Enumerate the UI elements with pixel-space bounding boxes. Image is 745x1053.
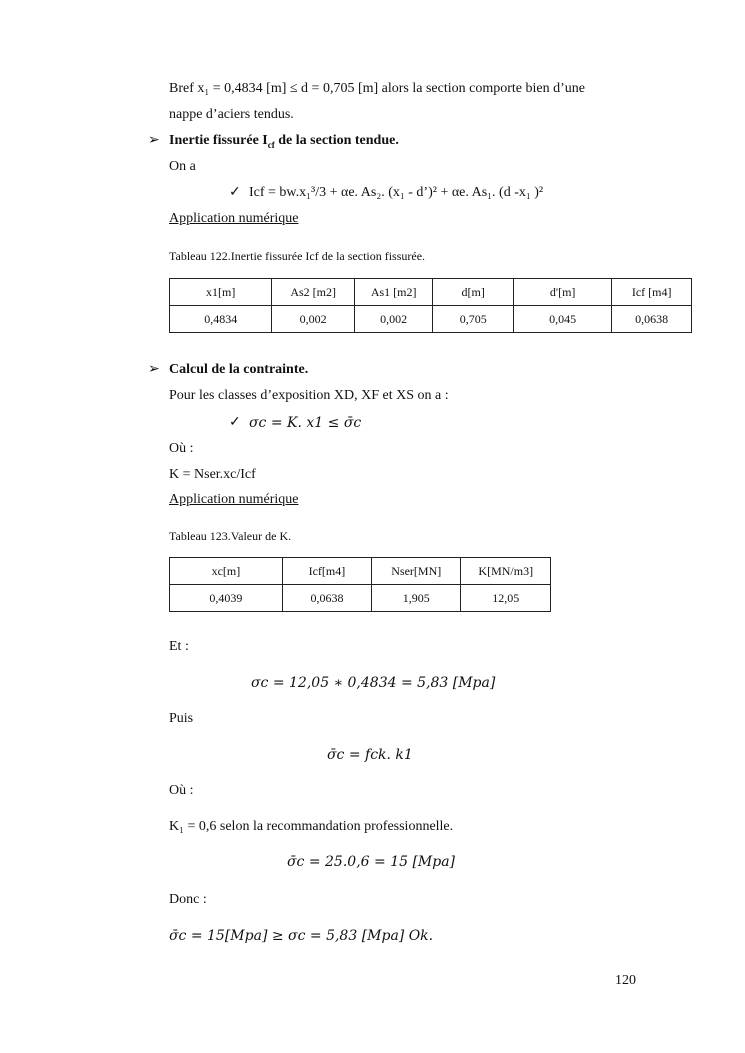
k-definition: K = Nser.xc/Icf: [169, 467, 256, 482]
table-header-cell: d'[m]: [513, 279, 611, 306]
table-row: [170, 585, 551, 612]
app-num-1: Application numérique: [169, 211, 299, 226]
table-header-cell: Icf [m4]: [612, 279, 692, 306]
k1-line: K₁ = 0,6 selon la recommandation professionnelle.: [169, 819, 454, 834]
table-header-row: [170, 279, 692, 306]
table-cell: 1,905: [372, 585, 461, 612]
bref-line-1: Bref x₁ = 0,4834 [m] ≤ d = 0,705 [m] alors la section comporte bien d’une: [169, 81, 585, 96]
et-text: Et :: [169, 639, 189, 654]
classes-line: Pour les classes d’exposition XD, XF et XS on a :: [169, 388, 449, 403]
app-num-2: Application numérique: [169, 492, 299, 507]
table-header-cell: K[MN/m3]: [461, 558, 551, 585]
formula-sigma-value: σc = 12,05 ∗ 0,4834 = 5,83 [Mpa]: [251, 675, 496, 691]
page-number: 120: [615, 973, 636, 988]
table-cell: 12,05: [461, 585, 551, 612]
bref-line-2: nappe d’aciers tendus.: [169, 107, 294, 122]
table-cell: 0,4834: [170, 306, 272, 333]
table-header-cell: As2 [m2]: [272, 279, 355, 306]
table-header-cell: Nser[MN]: [372, 558, 461, 585]
table-header-cell: Icf[m4]: [282, 558, 371, 585]
formula-conclusion: σ̄c = 15[Mpa] ≥ σc = 5,83 [Mpa] Ok.: [169, 928, 434, 944]
heading-contrainte: Calcul de la contrainte.: [169, 362, 309, 377]
arrow-bullet-icon: ➢: [148, 362, 160, 377]
formula-sigma-bar: σ̄c = fck. k1: [327, 747, 413, 763]
table-cell: 0,4039: [170, 585, 283, 612]
table-cell: 0,0638: [282, 585, 371, 612]
table-header-row: [170, 558, 551, 585]
puis-text: Puis: [169, 711, 194, 726]
table-cell: 0,0638: [612, 306, 692, 333]
table-header-cell: d[m]: [433, 279, 514, 306]
donc-text: Donc :: [169, 892, 207, 907]
table-123: [169, 557, 551, 612]
table-cell: 0,002: [354, 306, 433, 333]
formula-icf: Icf = bw.x₁³/3 + αe. As₂. (x₁ - d’)² + αe. As₁. (d -x₁ )²: [249, 185, 544, 200]
table-header-cell: xc[m]: [170, 558, 283, 585]
table-cell: 0,045: [513, 306, 611, 333]
on-a-text: On a: [169, 159, 196, 174]
ou-text-2: Où :: [169, 783, 194, 798]
table-row: [170, 306, 692, 333]
table-cell: 0,705: [433, 306, 514, 333]
table-123-caption: Tableau 123.Valeur de K.: [169, 529, 292, 543]
heading-inertie: Inertie fissurée $I_{cf}$ de la section tendue.: [169, 133, 399, 150]
table-header-cell: x1[m]: [170, 279, 272, 306]
check-icon: ✓: [229, 185, 241, 200]
table-cell: 0,002: [272, 306, 355, 333]
table-122: [169, 278, 692, 333]
table-122-caption: Tableau 122.Inertie fissurée Icf de la section fissurée.: [169, 249, 426, 263]
formula-sigma-c: σc = K. x1 ≤ σ̄c: [249, 415, 362, 431]
ou-text-1: Où :: [169, 441, 194, 456]
table-header-cell: As1 [m2]: [354, 279, 433, 306]
formula-sigma-bar-value: σ̄c = 25.0,6 = 15 [Mpa]: [287, 854, 456, 870]
check-icon: ✓: [229, 415, 241, 430]
arrow-bullet-icon: ➢: [148, 133, 160, 148]
